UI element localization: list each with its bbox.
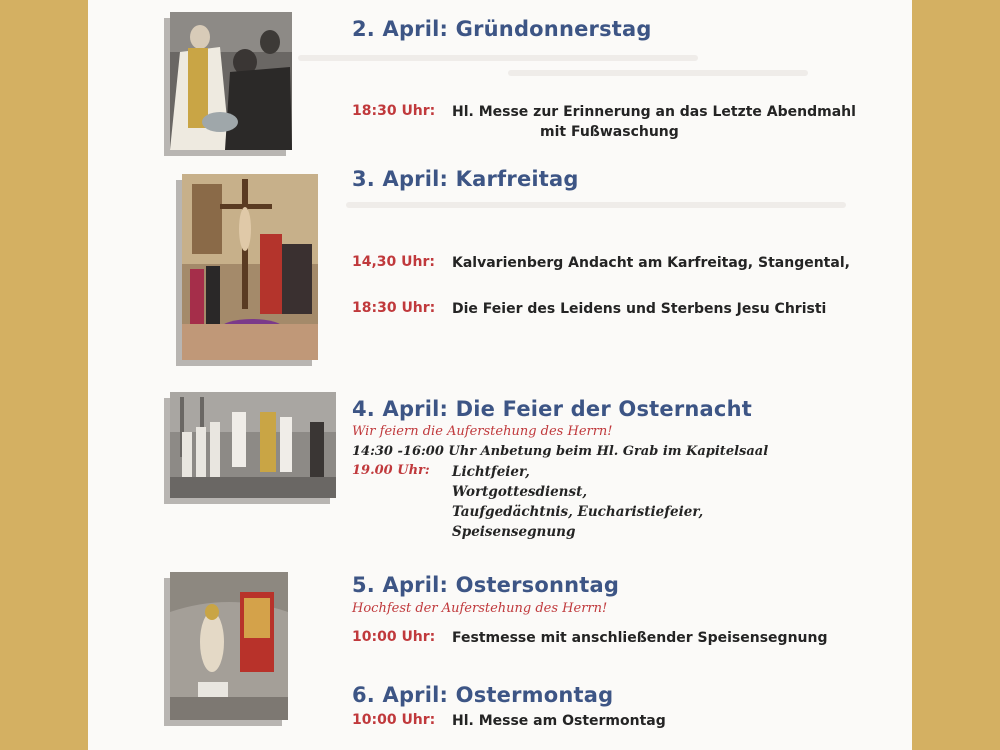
event-line: Speisensegnung <box>452 524 576 540</box>
day-heading-1: 2. April: Gründonnerstag <box>352 17 652 41</box>
event-time: 19.00 Uhr: <box>352 463 430 478</box>
day-heading-4: 5. April: Ostersonntag <box>352 573 620 597</box>
faded-text-smear <box>298 55 698 61</box>
easter-vigil-photo <box>170 392 336 498</box>
event-time: 18:30 Uhr: <box>352 300 436 316</box>
event-subtitle: Wir feiern die Auferstehung des Herrn! <box>352 424 613 439</box>
day-heading-2: 3. April: Karfreitag <box>352 167 579 191</box>
event-time: 10:00 Uhr: <box>352 712 436 728</box>
event-description: Festmesse mit anschließender Speisensegnung <box>452 630 828 646</box>
faded-text-smear <box>346 202 846 208</box>
event-line: Lichtfeier, <box>452 464 530 480</box>
event-description <box>452 462 703 542</box>
event-description <box>452 102 856 122</box>
foot-washing-photo <box>170 12 292 150</box>
event-line: Wortgottesdienst, <box>452 484 588 500</box>
day-heading-3: 4. April: Die Feier der Osternacht <box>352 397 752 421</box>
easter-sunday-photo <box>170 572 288 720</box>
event-description: Die Feier des Leidens und Sterbens Jesu Christi <box>452 301 827 317</box>
event-description: Hl. Messe am Ostermontag <box>452 713 666 729</box>
event-description: Kalvarienberg Andacht am Karfreitag, Stangental, <box>452 255 850 271</box>
event-subtitle: Hochfest der Auferstehung des Herrn! <box>352 601 608 616</box>
program-page <box>88 0 912 750</box>
event-description <box>540 122 679 142</box>
event-note: 14:30 -16:00 Uhr Anbetung beim Hl. Grab im Kapitelsaal <box>352 444 769 459</box>
event-time: 10:00 Uhr: <box>352 629 436 645</box>
faded-text-smear <box>508 70 808 76</box>
event-line: Taufgedächtnis, Eucharistiefeier, <box>452 504 704 520</box>
event-time: 18:30 Uhr: <box>352 103 436 119</box>
good-friday-photo <box>182 174 318 360</box>
event-line: Hl. Messe zur Erinnerung an das Letzte Abendmahl <box>452 104 856 120</box>
day-heading-5: 6. April: Ostermontag <box>352 683 614 707</box>
event-time: 14,30 Uhr: <box>352 254 435 270</box>
event-line: mit Fußwaschung <box>540 124 679 140</box>
